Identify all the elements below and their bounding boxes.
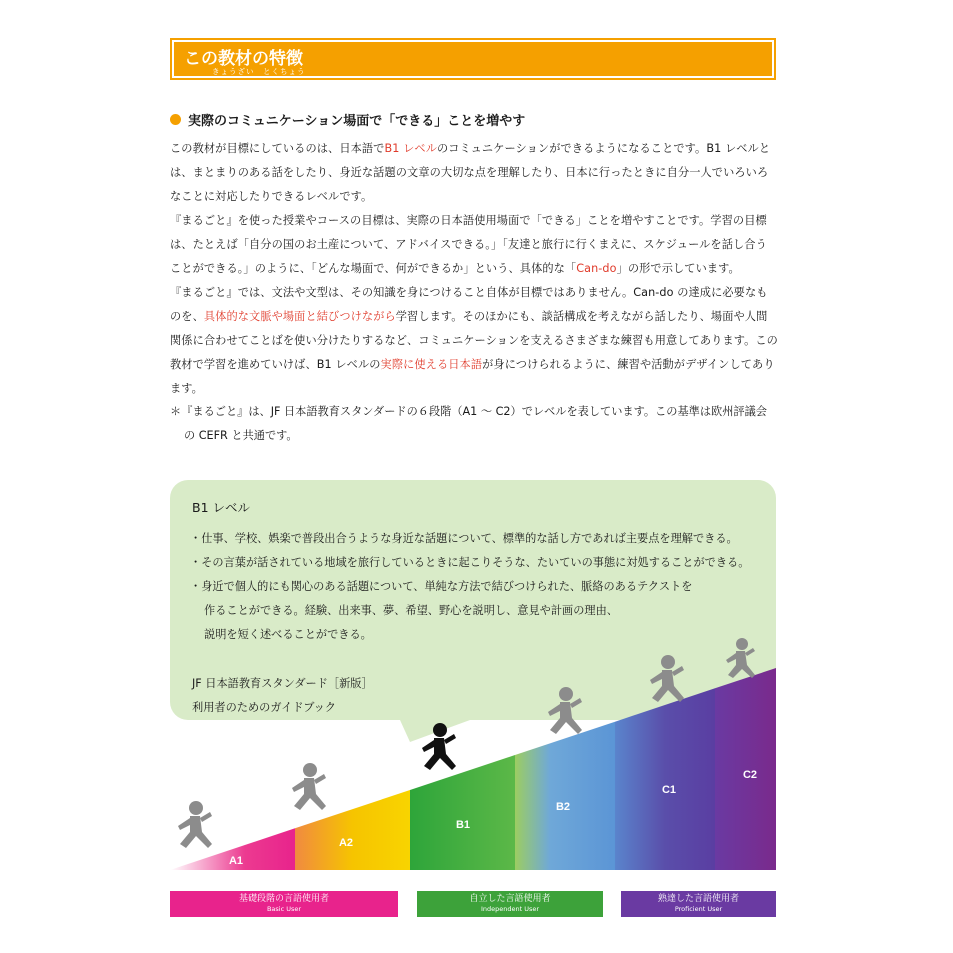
legend-proficient-user [621, 891, 776, 917]
reference-line-1: JF 日本語教育スタンダード［新版］ [192, 677, 373, 690]
list-item: ・仕事、学校、娯楽で普段出合うような身近な話題について、標準的な話し方であれば主要点を理解できる。 [190, 532, 738, 545]
runner-c1-icon [650, 655, 684, 702]
legend-basic-label-en: Basic User [266, 905, 302, 913]
p3-highlight-2: 実際に使える日本語 [380, 358, 483, 371]
level-label-c2: C2 [742, 769, 758, 781]
legend-basic-user [170, 891, 398, 917]
legend-independent-user [417, 891, 603, 917]
legend-independent-label-en: Independent User [480, 905, 540, 913]
footnote-line-1: ＊『まるごと』は、JF 日本語教育スタンダードの６段階（A1 ～ C2）でレベルを表しています。この基準は欧州評議会 [170, 405, 767, 418]
page-title: この教材の特徴 [184, 49, 303, 69]
legend-proficient-label-en: Proficient User [674, 905, 723, 913]
p2-highlight: Can-do [576, 262, 617, 275]
p1-text-b: のコミュニケーションができるようになることです。B1 レベルとは、まとまりのある話をしたり、身近な話題の文章の大切な点を理解したり、日本に行ったときに自分一人でいろいろなことに対応したりできるレベルです。 [170, 142, 771, 203]
list-item: ・その言葉が話されている地域を旅行しているときに起こりそうな、たいていの事態に対処することができる。 [190, 556, 750, 569]
p2-text-b: 」の形で示しています。 [616, 262, 740, 275]
footnote-line-2: の CEFR と共通です。 [184, 429, 298, 442]
slope-segment-b2 [515, 722, 615, 870]
p3-highlight-1: 具体的な文脈や場面と結びつけながら [203, 310, 396, 323]
p3-text-c: が身につけられるように、練習や活動がデザインしてあります。 [170, 358, 775, 395]
p1-highlight: B1 レベル [384, 142, 437, 155]
reference-line-2: 利用者のためのガイドブック [192, 701, 336, 714]
legend-independent-label: 自立した言語使用者 [469, 894, 551, 904]
p2-text-a: 『まるごと』を使った授業やコースの目標は、実際の日本語使用場面で「できる」ことを増やすことです。学習の目標は、たとえば「自分の国のお土産について、アドバイスできる。」「友達と旅行に行くまえに、スケジュールを話し合うことができる。」のように、「どんな場面で、何ができるか」という、具体的な「 [170, 214, 767, 275]
list-item-line: ・身近で個人的にも関心のある話題について、単純な方法で結びつけられた、脈絡のあるテクストを [190, 580, 693, 593]
b1-box-title: B1 レベル [192, 500, 251, 515]
level-label-a2: A2 [338, 837, 354, 849]
level-label-b2: B2 [555, 801, 571, 813]
legend-proficient-label: 熟達した言語使用者 [657, 894, 739, 904]
p3-text-b: 学習します。そのほかにも、談話構成を考えながら話したり、場面や人間関係に合わせてことばを使い分けたりするなど、コミュニケーションを支えるさまざまな練習も用意してあります。この教材で学習を進めていけば、B1 レベルの [170, 310, 778, 371]
section-heading-text: 実際のコミュニケーション場面で「できる」ことを増やす [188, 114, 526, 129]
list-item-line: 説明を短く述べることができる。 [204, 628, 372, 641]
level-label-c1: C1 [661, 784, 677, 796]
level-label-b1: B1 [455, 819, 471, 831]
runner-c2-icon [726, 638, 755, 678]
level-label-a1: A1 [228, 855, 244, 867]
p1-text-a: この教材が目標にしているのは、日本語で [170, 142, 385, 155]
slope-segment-b1 [410, 755, 515, 870]
p3-text-a: 『まるごと』では、文法や文型は、その知識を身につけること自体が目標ではありません。Can-do の達成に必要なものを、 [170, 286, 768, 323]
runner-a2-icon [292, 763, 326, 810]
list-item-line: 作ることができる。経験、出来事、夢、希望、野心を説明し、意見や計画の理由、 [204, 604, 618, 617]
slope-segment-c1 [615, 688, 715, 870]
page-title-ruby: きょうざい とくちょう [212, 67, 306, 76]
runner-b2-icon [548, 687, 582, 734]
slope-segment-a2 [295, 790, 410, 870]
legend-basic-label: 基礎段階の言語使用者 [238, 894, 329, 904]
runner-a1-icon [178, 801, 212, 848]
